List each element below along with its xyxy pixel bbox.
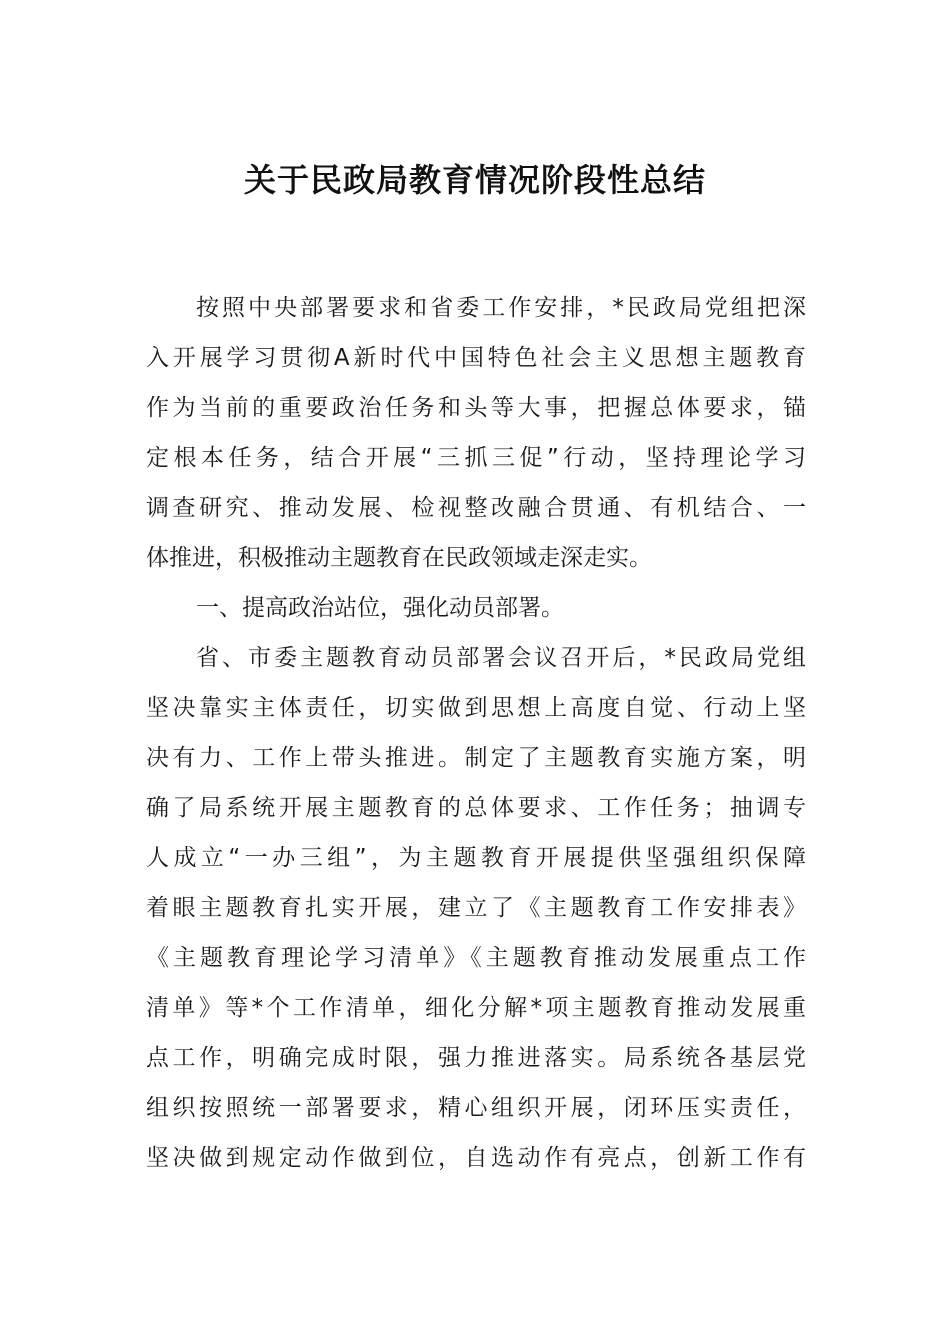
document-title: 关于民政局教育情况阶段性总结 [243, 161, 706, 199]
paragraph-line: 体推进，积极推动主题教育在民政领域走深走实。 [146, 545, 652, 571]
paragraph-line: 调查研究、推动发展、检视整改融合贯通、有机结合、一 [146, 495, 806, 521]
paragraph-line: 人成立“一办三组”，为主题教育开展提供坚强组织保障 [146, 845, 806, 871]
paragraph-line: 入开展学习贯彻A新时代中国特色社会主义思想主题教育 [146, 345, 806, 371]
paragraph-line: 清单》等*个工作清单，细化分解*项主题教育推动发展重 [146, 995, 806, 1021]
document-body [146, 283, 806, 1183]
paragraph-line: 作为当前的重要政治任务和头等大事，把握总体要求，锚 [146, 395, 806, 421]
paragraph-line: 《主题教育理论学习清单》《主题教育推动发展重点工作 [146, 945, 806, 971]
paragraph-line: 按照中央部署要求和省委工作安排，*民政局党组把深 [196, 295, 806, 321]
section-heading: 一、提高政治站位，强化动员部署。 [196, 595, 564, 621]
paragraph-line: 定根本任务，结合开展“三抓三促”行动，坚持理论学习 [146, 445, 806, 471]
paragraph-line: 着眼主题教育扎实开展，建立了《主题教育工作安排表》 [146, 895, 806, 921]
paragraph-line: 坚决靠实主体责任，切实做到思想上高度自觉、行动上坚 [146, 695, 806, 721]
paragraph-line: 点工作，明确完成时限，强力推进落实。局系统各基层党 [146, 1045, 806, 1071]
paragraph-line: 省、市委主题教育动员部署会议召开后，*民政局党组 [196, 645, 806, 671]
paragraph-line: 确了局系统开展主题教育的总体要求、工作任务；抽调专 [146, 795, 806, 821]
paragraph-line: 决有力、工作上带头推进。制定了主题教育实施方案，明 [146, 745, 806, 771]
paragraph-line: 组织按照统一部署要求，精心组织开展，闭环压实责任， [146, 1095, 806, 1121]
paragraph-line: 坚决做到规定动作做到位，自选动作有亮点，创新工作有 [146, 1145, 806, 1171]
